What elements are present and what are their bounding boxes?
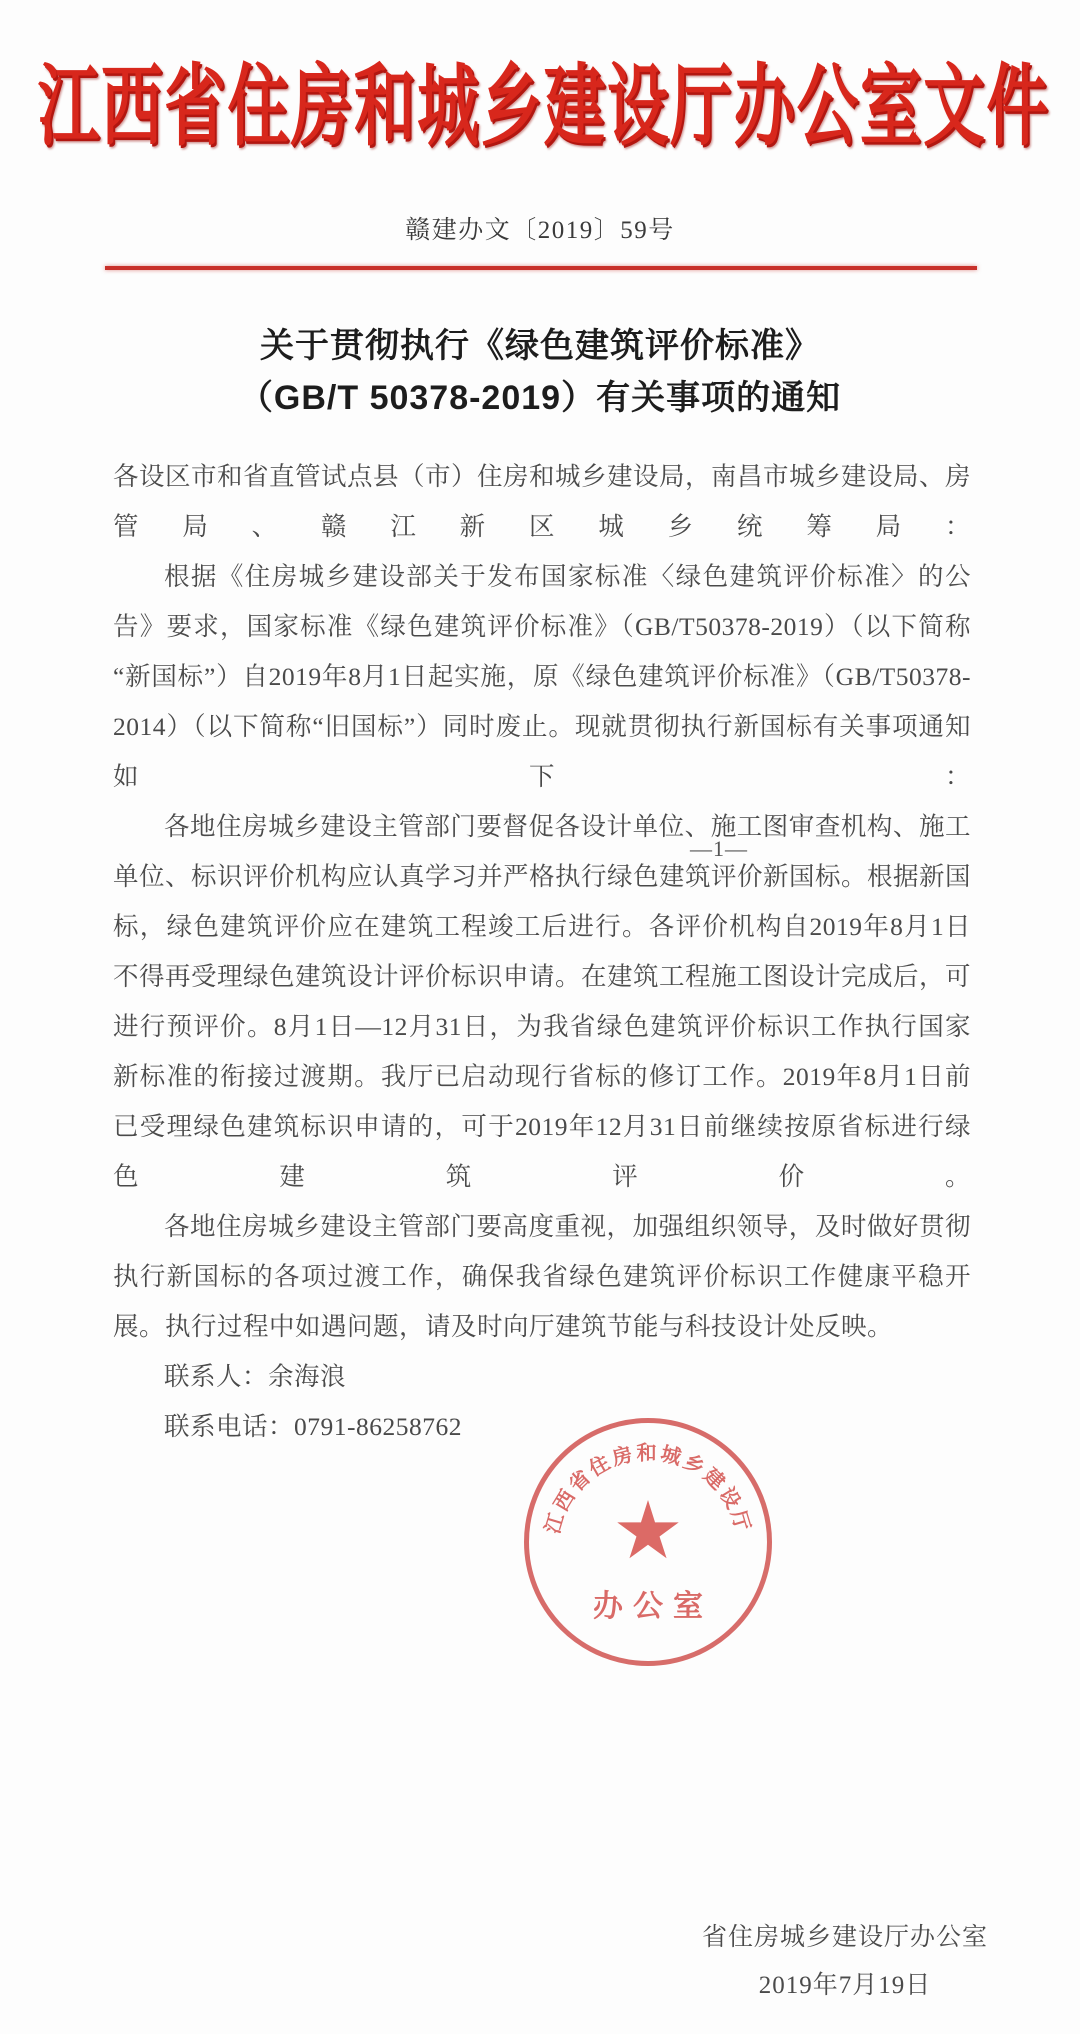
body-paragraph-3: 各地住房城乡建设主管部门要高度重视，加强组织领导，及时做好贯彻执行新国标的各项过渡工作，确保我省绿色建筑评价标识工作健康平稳开展。执行过程中如遇问题，请及时向厅建筑节能与科技设计处反映。 bbox=[113, 1212, 971, 1341]
document-number: 赣建办文〔2019〕59号 bbox=[405, 217, 675, 244]
seal-bottom-text: 办公室 bbox=[593, 1590, 713, 1623]
page-title-line-2: （GB/T 50378-2019）有关事项的通知 bbox=[238, 379, 842, 417]
contact-person: 联系人：余海浪 bbox=[164, 1362, 347, 1391]
red-separator-rule bbox=[105, 266, 977, 270]
seal-arc-label: 江西省住房和城乡建设厅 bbox=[541, 1442, 755, 1537]
masthead-title: 江西省住房和城乡建设厅办公室文件 bbox=[37, 58, 1050, 158]
official-seal-icon bbox=[524, 1418, 772, 1666]
signature-organization: 省住房城乡建设厅办公室 bbox=[701, 1924, 988, 1951]
document-body bbox=[113, 452, 971, 1452]
signature-block bbox=[702, 1914, 988, 2010]
page-folio-marker: —1— bbox=[690, 836, 748, 861]
page-title bbox=[0, 320, 1080, 424]
body-paragraph-2: 各地住房城乡建设主管部门要督促各设计单位、施工图审查机构、施工单位、标识评价机构应认真学习并严格执行绿色建筑评价新国标。根据新国标，绿色建筑评价应在建筑工程竣工后进行。各评价机构自2019年8月1日不得再受理绿色建筑设计评价标识申请。在建筑工程施工图设计完成后，可进行预评价。8月1日—12月31日，为我省绿色建筑评价标识工作执行国家新标准的衔接过渡期。我厅已启动现行省标的修订工作。2019年8月1日前已受理绿色建筑标识申请的，可于2019年12月31日前继续按原省标进行绿色建筑评价。 bbox=[113, 812, 972, 1191]
page-title-line-1: 关于贯彻执行《绿色建筑评价标准》 bbox=[260, 327, 820, 365]
contact-phone: 联系电话：0791-86258762 bbox=[164, 1412, 462, 1441]
body-paragraph-1: 根据《住房城乡建设部关于发布国家标准〈绿色建筑评价标准〉的公告》要求，国家标准《绿色建筑评价标准》（GB/T50378-2019）（以下简称“新国标”）自2019年8月1日起实施，原《绿色建筑评价标准》（GB/T50378-2014）（以下简称“旧国标”）同时废止。现就贯彻执行新国标有关事项通知如下： bbox=[113, 562, 971, 791]
signature-date: 2019年7月19日 bbox=[758, 1972, 932, 1999]
masthead bbox=[0, 58, 1080, 158]
addressee-paragraph: 各设区市和省直管试点县（市）住房和城乡建设局，南昌市城乡建设局、房管局、赣江新区城乡统筹局： bbox=[113, 462, 972, 541]
